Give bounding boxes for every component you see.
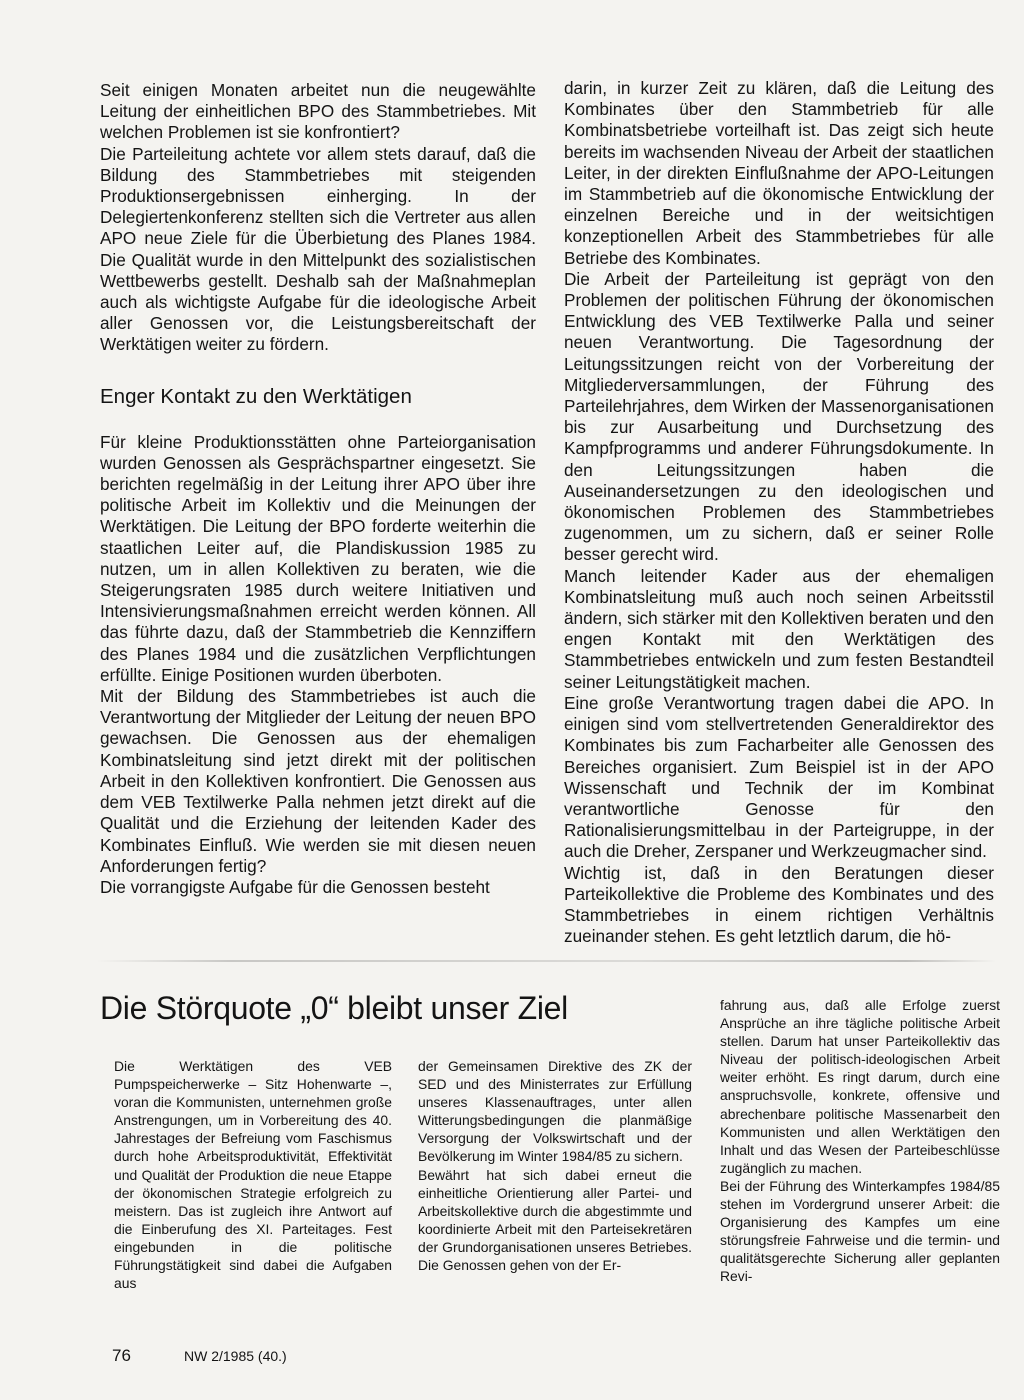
paragraph: Seit einigen Monaten arbeitet nun die neugewählte Leitung der einheitlichen BPO des Stammbetriebes. Mit welchen Problemen ist sie konfrontiert? [100,80,536,143]
subheading: Enger Kontakt zu den Werktätigen [100,384,412,408]
second-article-column-1 [114,1057,392,1292]
paragraph: Bewährt hat sich dabei erneut die einheitliche Orientierung aller Partei- und Arbeitskollektive durch die abgestimmte und koordinierte Arbeit mit den Parteisekretären der Grundorganisationen unseres Betriebes. Die Genossen gehen von der Er- [418,1166,692,1274]
second-article-column-3 [720,996,1000,1286]
paragraph: Die Arbeit der Parteileitung ist geprägt von den Problemen der politischen Führung der ökonomischen Entwicklung des VEB Textilwerke Palla und seiner neuen Verantwortung. Die Tagesordnung der Leitungssitzungen reicht von der Vorbereitung der Mitgliederversammlungen, der Führung des Parteilehrjahres, dem Wirken der Massenorganisationen bis zur Ausarbeitung und Durchsetzung des Kampfprogramms und anderer Führungsdokumente. In den Leitungssitzungen haben die Auseinandersetzungen zu den ideologischen und ökonomischen Problemen des Stammbetriebes zugenommen, um zu sichern, daß er seiner Rolle besser gerecht wird. [564,268,994,565]
paragraph: der Gemeinsamen Direktive des ZK der SED und des Ministerrates zur Erfüllung unseres Klassenauftrages, unter allen Witterungsbedingungen die planmäßige Versorgung der Volkswirtschaft und der Bevölkerung im Winter 1984/85 zu sichern. [418,1058,692,1165]
article-left-column [100,80,536,898]
page-footer [0,1346,1024,1370]
paragraph: Eine große Verantwortung tragen dabei die APO. In einigen sind vom stellvertretenden Generaldirektor des Kombinates bis zum Facharbeiter alle Genossen des Bereiches organisiert. Zum Beispiel ist in der APO Wissenschaft und Technik der im Kombinat verantwortliche Genosse für den Rationalisierungsmittelbau in der Parteigruppe, in der auch die Dreher, Zerspaner und Werkzeugmacher sind. [564,692,994,862]
paragraph: fahrung aus, daß alle Erfolge zuerst Ansprüche an ihre tägliche politische Arbeit stellen. Darum hat unser Parteikollektiv das Niveau der politisch-ideologischen Arbeit weiter erhöht. Es ringt darum, durch eine anspruchsvolle, konkrete, offensive und abrechenbare politische Massenarbeit den Kommunisten und allen Werktätigen den Inhalt und das Wesen der Parteibeschlüsse zugänglich zu machen. [720,997,1000,1176]
paragraph: Mit der Bildung des Stammbetriebes ist auch die Verantwortung der Mitglieder der Leitung der neuen BPO gewachsen. Die Genossen aus der ehemaligen Kombinatsleitung sind jetzt direkt mit der politischen Arbeit in den Kollektiven konfrontiert. Die Genossen aus dem VEB Textilwerke Palla nehmen jetzt direkt auf die Qualität und die Erziehung der leitenden Kader des Kombinates Einfluß. Wie werden sie mit diesen neuen Anforderungen fertig? [100,686,536,876]
article-right-column [564,78,994,947]
page-number: 76 [112,1346,131,1365]
section-divider [96,960,996,962]
paragraph: Für kleine Produktionsstätten ohne Parteiorganisation wurden Genossen als Gesprächspartner eingesetzt. Sie berichten regelmäßig in der Leitung ihrer APO über ihre politische Arbeit im Kollektiv und die Meinungen der Werktätigen. Die Leitung der BPO forderte weiterhin die staatlichen Leiter auf, die Plandiskussion 1985 zu nutzen, um in allen Kollektiven zu beraten, wie die Steigerungsraten 1985 durch weitere Initiativen und Intensivierungsmaßnahmen erreicht werden können. All das führte dazu, daß der Stammbetrieb die Kennziffern des Planes 1984 und die zusätzlichen Verpflichtungen erfüllte. Einige Positionen wurden überboten. [100,431,536,685]
second-article-column-2 [418,1057,692,1274]
journal-issue: NW 2/1985 (40.) [184,1348,287,1364]
paragraph: Bei der Führung des Winterkampfes 1984/85 stehen im Vordergrund unserer Arbeit: die Organisierung des Kampfes um eine störungsfreie Fahrweise und die termin- und qualitätsgerechte Sicherung aller geplanten Revi- [720,1177,1000,1285]
paragraph: Die vorrangigste Aufgabe für die Genossen besteht [100,876,490,897]
paragraph: Die Werktätigen des VEB Pumpspeicherwerke – Sitz Hohenwarte –, voran die Kommunisten, unternehmen große Anstrengungen, um in Vorbereitung des 40. Jahrestages der Befreiung vom Faschismus durch hohe Arbeitsproduktivität, Effektivität und Qualität der Produktion die neue Etappe der ökonomischen Strategie erfolgreich zu meistern. Das ist zugleich ihre Antwort auf die Einberufung des XI. Parteitages. Fest eingebunden in die politische Führungstätigkeit sind dabei die Aufgaben aus [114,1058,392,1292]
paragraph: Manch leitender Kader aus der ehemaligen Kombinatsleitung muß auch noch seinen Arbeitsstil ändern, sich stärker mit den Kollektiven beraten und den engen Kontakt mit den Werktätigen des Stammbetriebes entwickeln und zum festen Bestandteil seiner Leitungstätigkeit machen. [564,565,994,692]
paragraph: darin, in kurzer Zeit zu klären, daß die Leitung des Kombinates über den Stammbetrieb für alle Kombinatsbetriebe vorteilhaft ist. Das zeigt sich heute bereits im wachsenden Niveau der Arbeit der staatlichen Leiter, in der direkten Einflußnahme der APO-Leitungen im Stammbetrieb auf die ökonomische Entwicklung der einzelnen Bereiche und in der weitsichtigen konzeptionellen Arbeit des Stammbetriebes für alle Betriebe des Kombinates. [564,78,994,268]
paragraph: Die Parteileitung achtete vor allem stets darauf, daß die Bildung des Stammbetriebes mit steigenden Produktionsergebnissen einherging. In der Delegiertenkonferenz stellten sich die Vertreter aus allen APO neue Ziele für die Überbietung des Planes 1984. Die Qualität wurde in den Mittelpunkt des sozialistischen Wettbewerbs gestellt. Deshalb sah der Maßnahmeplan auch als wichtigste Aufgabe für die ideologische Arbeit aller Genossen vor, die Leistungsbereitschaft der Werktätigen weiter zu fördern. [100,143,536,355]
article-headline: Die Störquote „0“ bleibt unser Ziel [100,990,568,1026]
paragraph: Wichtig ist, daß in den Beratungen dieser Parteikollektive die Probleme des Kombinates und des Stammbetriebes in einem richtigen Verhältnis zueinander stehen. Es geht letztlich darum, die hö- [564,862,994,947]
